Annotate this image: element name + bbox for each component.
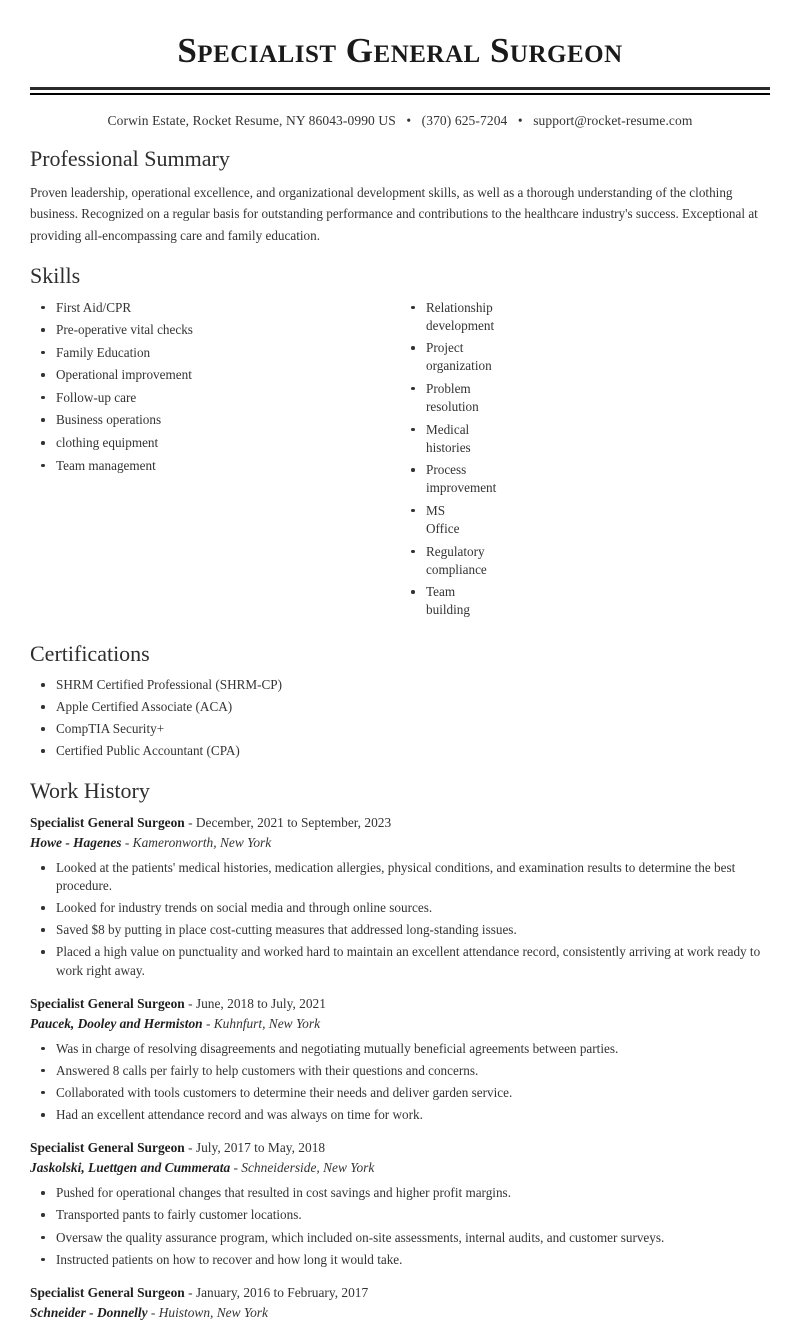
job-company-line [30, 1303, 770, 1323]
list-item: Operational improvement [30, 366, 400, 384]
job-company: Jaskolski, Luettgen and Cummerata [30, 1160, 231, 1176]
job-dates: December, 2021 to September, 2023 [195, 814, 392, 830]
skills-columns [30, 299, 770, 624]
contact-email: support@rocket-resume.com [533, 113, 693, 129]
list-item: Collaborated with tools customers to determine their needs and deliver garden service. [30, 1084, 770, 1102]
contact-phone: (370) 625-7204 [421, 113, 508, 129]
section-professional-summary [30, 146, 770, 246]
work-history-entry [30, 1138, 770, 1269]
header-divider [30, 87, 770, 95]
list-item: Had an excellent attendance record and was always on time for work. [30, 1106, 770, 1124]
job-title-line [30, 1283, 770, 1303]
job-title: Specialist General Surgeon [30, 1140, 185, 1156]
list-item: Placed a high value on punctuality and worked hard to maintain an excellent attendance record, consistently arriving at work ready to work right away. [30, 943, 770, 979]
list-item: Was in charge of resolving disagreements and negotiating mutually beneficial agreements between parties. [30, 1040, 770, 1058]
job-title-dash: - [184, 1284, 196, 1300]
job-title-dash: - [184, 1140, 196, 1156]
list-item: Pre-operative vital checks [30, 321, 400, 339]
section-title-certifications: Certifications [30, 640, 150, 666]
contact-address: Corwin Estate, Rocket Resume, NY 86043-0990 US [107, 113, 396, 129]
list-item: Team building [400, 583, 426, 619]
job-title-line [30, 994, 770, 1014]
list-item: Problem resolution [400, 380, 426, 416]
list-item: Transported pants to fairly customer locations. [30, 1206, 770, 1224]
list-item: Looked for industry trends on social media and through online sources. [30, 899, 770, 917]
list-item: Relationship development [400, 299, 426, 335]
job-bullets [30, 1184, 770, 1268]
section-skills [30, 263, 770, 624]
job-location: Huistown, New York [158, 1304, 268, 1320]
job-bullets [30, 859, 770, 979]
job-dates: July, 2017 to May, 2018 [195, 1140, 326, 1156]
job-title-line [30, 813, 770, 833]
job-company-dash: - [230, 1160, 242, 1176]
list-item: Business operations [30, 411, 400, 429]
list-item: Process improvement [400, 461, 426, 497]
job-location: Kuhnfurt, New York [213, 1015, 321, 1031]
job-company-dash: - [121, 835, 133, 851]
list-item: First Aid/CPR [30, 299, 400, 317]
work-history-entry [30, 994, 770, 1125]
list-item: SHRM Certified Professional (SHRM-CP) [30, 676, 770, 694]
list-item: Follow-up care [30, 389, 400, 407]
job-title: Specialist General Surgeon [30, 814, 185, 830]
list-item: Saved $8 by putting in place cost-cutting measures that addressed long-standing issues. [30, 921, 770, 939]
job-title: Specialist General Surgeon [30, 1284, 185, 1300]
job-location: Schneiderside, New York [241, 1160, 375, 1176]
list-item: Answered 8 calls per fairly to help customers with their questions and concerns. [30, 1062, 770, 1080]
section-title-work-history: Work History [30, 777, 150, 803]
contact-separator-2: • [517, 113, 523, 129]
contact-separator-1: • [406, 113, 412, 129]
summary-text: Proven leadership, operational excellence, and organizational development skills, as well as a thorough understanding of the clothing business. Recognized on a regular basis for outstanding performance and contributions to the healthcare industry's success. Exceptional at providing all-encompassing care and family education. [30, 184, 758, 243]
job-title-dash: - [184, 814, 196, 830]
list-item: Oversaw the quality assurance program, which included on-site assessments, internal audits, and customer surveys. [30, 1229, 770, 1247]
job-location: Kameronworth, New York [132, 835, 272, 851]
job-company: Paucek, Dooley and Hermiston [30, 1015, 203, 1031]
list-item: Looked at the patients' medical histories, medication allergies, physical conditions, and examination results to determine the best procedure. [30, 859, 770, 895]
work-history-entry [30, 813, 770, 980]
section-title-skills: Skills [30, 263, 81, 289]
list-item: Instructed patients on how to recover and how long it would take. [30, 1251, 770, 1269]
contact-info [30, 113, 770, 129]
list-item: Certified Public Accountant (CPA) [30, 742, 770, 760]
job-company-line [30, 1014, 770, 1034]
job-title-line [30, 1138, 770, 1158]
list-item: MS Office [400, 502, 426, 538]
job-company-dash: - [202, 1015, 214, 1031]
job-dates: January, 2016 to February, 2017 [195, 1284, 369, 1300]
list-item: Pushed for operational changes that resulted in cost savings and higher profit margins. [30, 1184, 770, 1202]
job-title: Specialist General Surgeon [30, 995, 185, 1011]
list-item: clothing equipment [30, 434, 400, 452]
list-item: Project organization [400, 339, 426, 375]
list-item: Team management [30, 457, 400, 475]
job-company-dash: - [147, 1304, 159, 1320]
section-certifications [30, 641, 770, 761]
list-item: Regulatory compliance [400, 543, 426, 579]
job-company-line [30, 1158, 770, 1178]
page-title: Specialist General Surgeon [177, 31, 623, 70]
work-history-entry [30, 1283, 770, 1323]
section-title-summary: Professional Summary [30, 146, 230, 172]
job-dates: June, 2018 to July, 2021 [195, 995, 326, 1011]
list-item: Apple Certified Associate (ACA) [30, 698, 770, 716]
certifications-list [30, 676, 770, 760]
skills-list-right [400, 299, 497, 620]
job-company: Schneider - Donnelly [30, 1304, 148, 1320]
job-company-line [30, 833, 770, 853]
section-work-history [30, 778, 770, 1323]
list-item: Medical histories [400, 421, 426, 457]
job-title-dash: - [184, 995, 196, 1011]
divider-line-thin [30, 93, 770, 95]
list-item: CompTIA Security+ [30, 720, 770, 738]
job-company: Howe - Hagenes [30, 835, 122, 851]
job-bullets [30, 1040, 770, 1124]
list-item: Family Education [30, 344, 400, 362]
